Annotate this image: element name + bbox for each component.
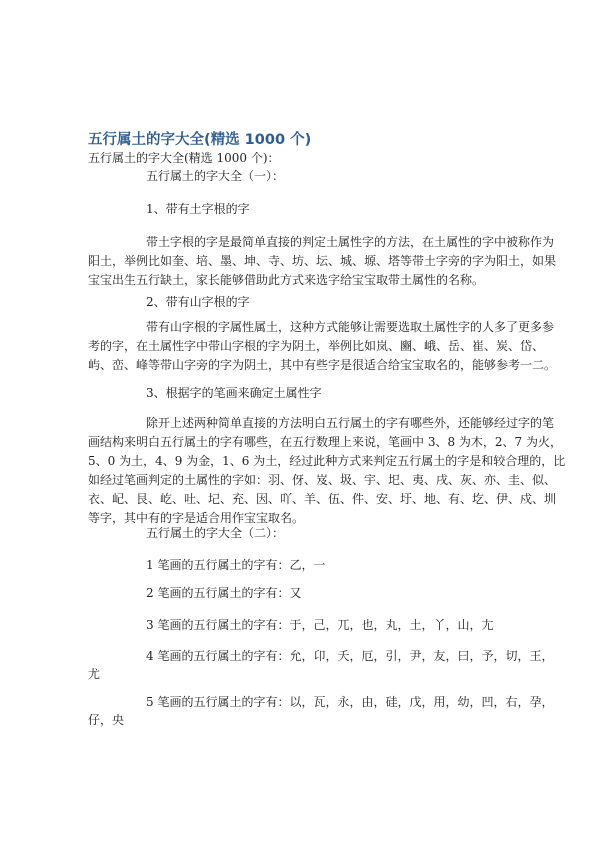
stroke-list-line: 5 笔画的五行属土的字有：以，瓦，永，由，硅，戊，用，幼，凹，右，孕， — [146, 695, 554, 709]
document-title: 五行属土的字大全(精选 1000 个) — [88, 132, 312, 148]
paragraph-line: 等字，其中有的字是适合用作宝宝取名。 — [88, 511, 305, 525]
paragraph-line: 带有山字根的字属性属土，这种方式能够让需要选取土属性字的人多了更多参 — [146, 320, 555, 334]
stroke-list-line: 2 笔画的五行属土的字有：又 — [146, 586, 302, 600]
paragraph-line: 画结构来明白五行属土的字有哪些，在五行数理上来说，笔画中 3、8 为木，2、7 为火， — [88, 435, 562, 449]
subtitle: 五行属土的字大全(精选 1000 个)： — [88, 151, 280, 165]
stroke-list-line: 4 笔画的五行属土的字有：允，卬，夭，厄，引，尹，友，曰，予，切，王， — [146, 649, 554, 663]
stroke-list-line: 3 笔画的五行属土的字有：于，己，兀，也，丸，土，丫，山，尢 — [146, 618, 494, 632]
paragraph-line: 除开上述两种简单直接的方法明白五行属土的字有哪些外，还能够经过字的笔 — [146, 416, 555, 430]
stroke-list-line: 尤 — [88, 667, 101, 681]
paragraph-line: 阳土，举例比如奎、培、墨、坤、寺、坊、坛、城、塬、塔等带土字旁的字为阳土，如果 — [88, 254, 557, 268]
paragraph-line: 考的字，在土属性字中带山字根的字为阴土，举例比如岚、豳、峨、岳、崔、炭、岱、 — [88, 339, 545, 353]
paragraph-line: 宝宝出生五行缺土，家长能够借助此方式来选字给宝宝取带土属性的名称。 — [88, 273, 485, 287]
paragraph-line: 如经过笔画判定的土属性的字如：羽、伢、岌、圾、宇、圯、夷、戌、灰、亦、圭、似、 — [88, 473, 557, 487]
paragraph-line: 屿、峦、峰等带山字旁的字为阴土，其中有些字是很适合给宝宝取名的，能够参考一二。 — [88, 358, 557, 372]
item-heading: 2、带有山字根的字 — [146, 295, 250, 309]
section-heading: 五行属土的字大全（二）： — [146, 526, 285, 540]
stroke-list-line: 1 笔画的五行属土的字有：乙，一 — [146, 558, 326, 572]
section-heading: 五行属土的字大全（一）： — [146, 169, 285, 183]
item-heading: 1、带有土字根的字 — [146, 202, 250, 216]
stroke-list-line: 仔，央 — [88, 713, 125, 727]
paragraph-line: 衣、屺、艮、屹、吐、圮、充、因、吖、羊、伍、件、安、圩、地、有、圪、伊、戍、圳 — [88, 492, 557, 506]
paragraph-line: 带土字根的字是最简单直接的判定土属性字的方法，在土属性的字中被称作为 — [146, 235, 555, 249]
item-heading: 3、根据字的笔画来确定土属性字 — [146, 386, 322, 400]
paragraph-line: 5、0 为土，4、9 为金，1、6 为土，经过此种方式来判定五行属土的字是和较合理的，比 — [88, 454, 566, 468]
